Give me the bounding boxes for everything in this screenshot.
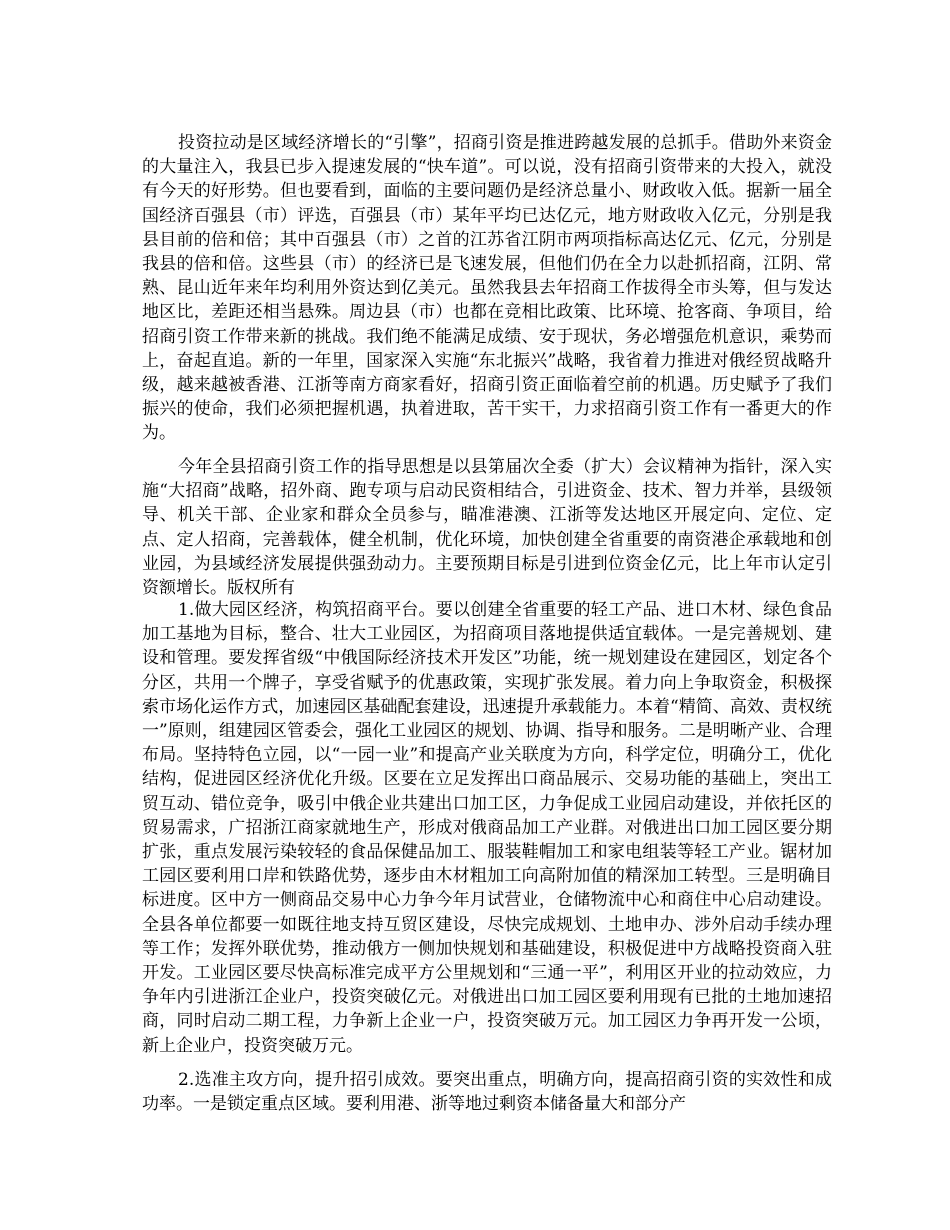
paragraph-guiding-ideology: 今年全县招商引资工作的指导思想是以县第届次全委（扩大）会议精神为指针，深入实施“大招商”战略，招外商、跑专项与启动民资相结合，引进资金、技术、智力并举，县级领导、机关干部、企业家和群众全员参与，瞄准港澳、江浙等发达地区开展定向、定位、定点、定人招商，完善载体，健全机制，优化环境，加快创建全省重要的南资港企承载地和创业园，为县域经济发展提供强劲动力。主要预期目标是引进到位资金亿元，比上年市认定引资额增长。版权所有 xyxy=(142,457,832,599)
paragraph-investment-engine: 投资拉动是区域经济增长的“引擎”，招商引资是推进跨越发展的总抓手。借助外来资金的大量注入，我县已步入提速发展的“快车道”。可以说，没有招商引资带来的大投入，就没有今天的好形势。但也要看到，面临的主要问题仍是经济总量小、财政收入低。据新一届全国经济百强县（市）评选，百强县（市）某年平均已达亿元，地方财政收入亿元，分别是我县目前的倍和倍；其中百强县（市）之首的江苏省江阴市两项指标高达亿元、亿元，分别是我县的倍和倍。这些县（市）的经济已是飞速发展，但他们仍在全力以赴抓招商，江阴、常熟、昆山近年来年均利用外资达到亿美元。虽然我县去年招商工作拔得全市头筹，但与发达地区比，差距还相当悬殊。周边县（市）也都在竞相比政策、比环境、抢客商、争项目，给招商引资工作带来新的挑战。我们绝不能满足成绩、安于现状，务必增强危机意识，乘势而上，奋起直追。新的一年里，国家深入实施“东北振兴”战略，我省着力推进对俄经贸战略升级，越来越被香港、江浙等南方商家看好，招商引资正面临着空前的机遇。历史赋予了我们振兴的使命，我们必须把握机遇，执着进取，苦干实干，力求招商引资工作有一番更大的作为。 xyxy=(142,133,832,444)
paragraph-main-direction: 2.选准主攻方向，提升招引成效。要突出重点，明确方向，提高招商引资的实效性和成功率。一是锁定重点区域。要利用港、浙等地过剩资本储备量大和部分产 xyxy=(142,1070,832,1115)
paragraph-park-economy: 1.做大园区经济，构筑招商平台。要以创建全省重要的轻工产品、进口木材、绿色食品加工基地为目标，整合、壮大工业园区，为招商项目落地提供适宜载体。一是完善规划、建设和管理。要发挥省级“中俄国际经济技术开发区”功能，统一规划建设在建园区，划定各个分区，共用一个牌子，享受省赋予的优惠政策，实现扩张发展。着力向上争取资金，积极探索市场化运作方式，加速园区基础配套建设，迅速提升承载能力。本着“精简、高效、责权统一”原则，组建园区管委会，强化工业园区的规划、协调、指导和服务。二是明晰产业、合理布局。坚持特色立园，以“一园一业”和提高产业关联度为方向，科学定位，明确分工，优化结构，促进园区经济优化升级。区要在立足发挥出口商品展示、交易功能的基础上，突出工贸互动、错位竞争，吸引中俄企业共建出口加工区，力争促成工业园启动建设，并依托区的贸易需求，广招浙江商家就地生产，形成对俄商品加工产业群。对俄进出口加工园区要分期扩张，重点发展污染较轻的食品保健品加工、服装鞋帽加工和家电组装等轻工产业。锯材加工园区要利用口岸和铁路优势，逐步由木材粗加工向高附加值的精深加工转型。三是明确目标进度。区中方一侧商品交易中心力争今年月试营业，仓储物流中心和商住中心启动建设。全县各单位都要一如既往地支持互贸区建设，尽快完成规划、土地申办、涉外启动手续办理等工作；发挥外联优势，推动俄方一侧加快规划和基础建设，积极促进中方战略投资商入驻开发。工业园区要尽快高标准完成平方公里规划和“三通一平”，利用区开业的拉动效应，力争年内引进浙江企业户，投资突破亿元。对俄进出口加工园区要利用现有已批的土地加速招商，同时启动二期工程，力争新上企业一户，投资突破万元。加工园区力争再开发一公顷，新上企业户，投资突破万元。 xyxy=(142,600,832,1056)
